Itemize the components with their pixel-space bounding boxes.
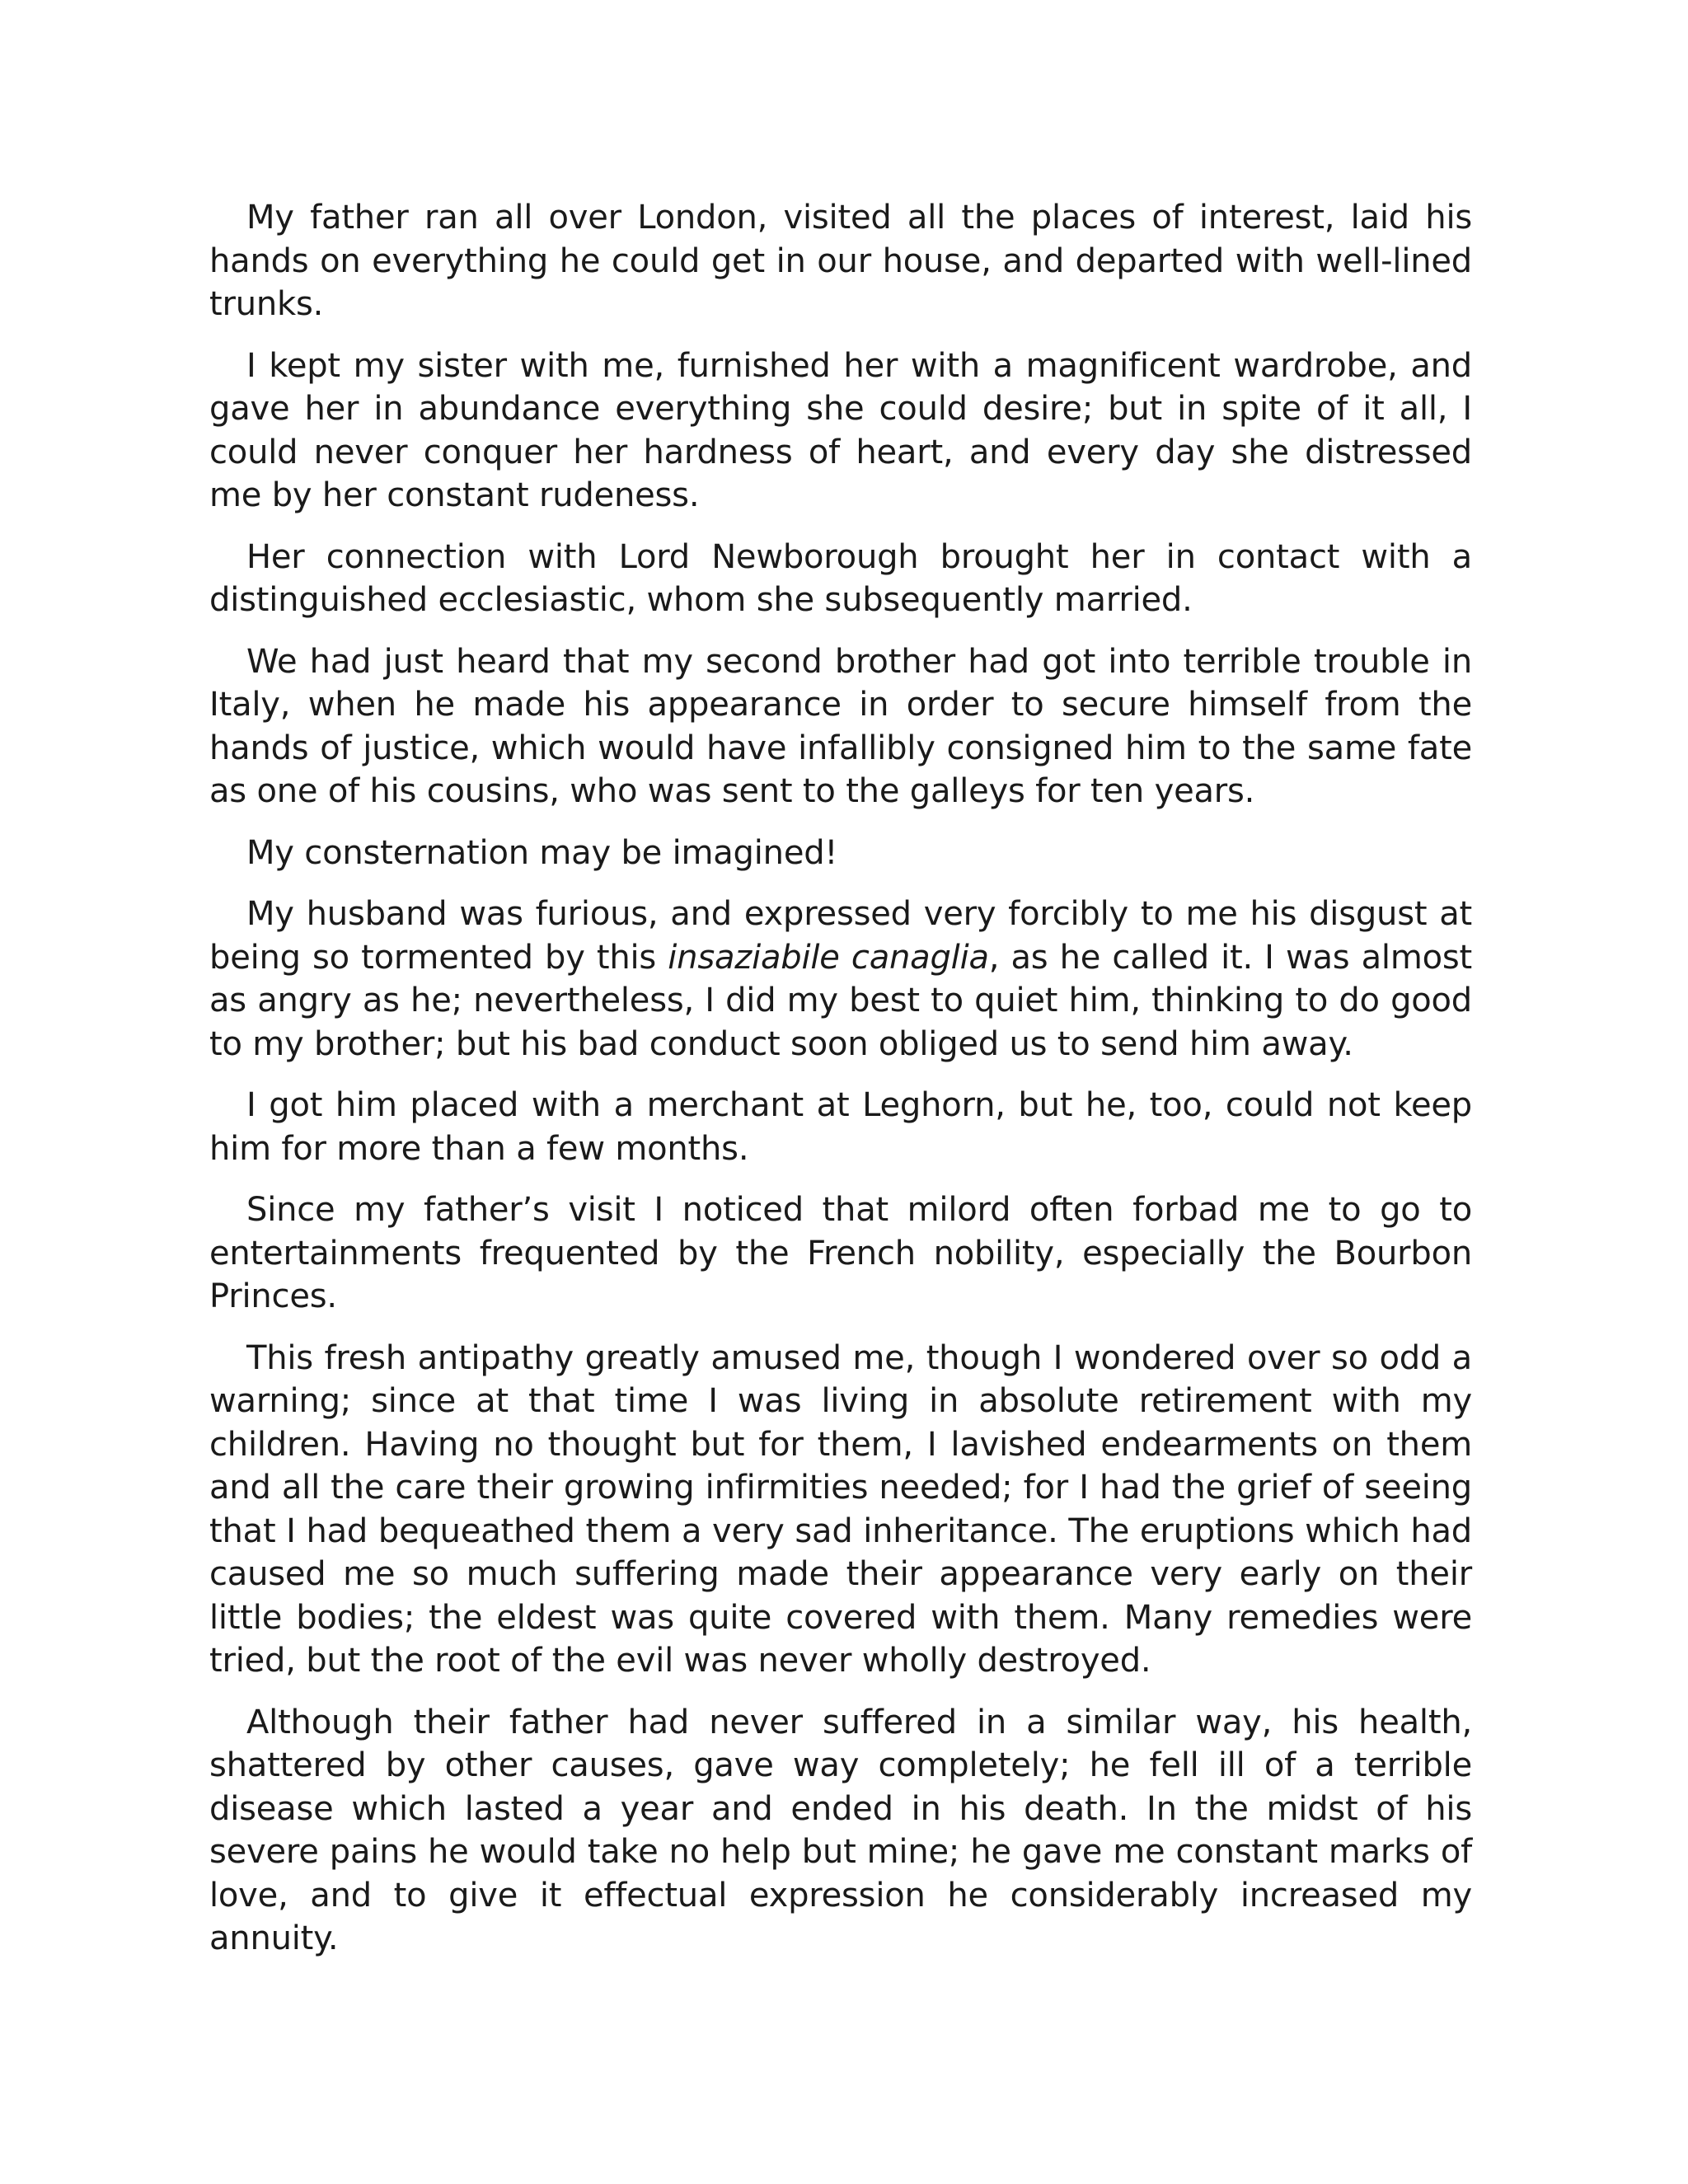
paragraph	[209, 893, 1472, 1066]
paragraph: Since my father’s visit I noticed that milord often forbad me to go to entertainments frequented by the French nobility, especially the Bourbon Princes.	[209, 1191, 1472, 1315]
paragraph: I kept my sister with me, furnished her with a magnificent wardrobe, and gave her in abundance everything she could desire; but in spite of it all, I could never conquer her hardness of heart, and every day she distressed me by her constant rudeness.	[209, 346, 1472, 514]
paragraph: My consternation may be imagined!	[246, 833, 838, 872]
paragraph: I got him placed with a merchant at Leghorn, but he, too, could not keep him for more than a few months.	[209, 1086, 1472, 1168]
paragraph-text: My husband was furious, and expressed very forcibly to me his disgust at being so tormented by this	[209, 895, 1472, 977]
paragraph: Although their father had never suffered in a similar way, his health, shattered by other causes, gave way completely; he fell ill of a terrible disease which lasted a year and ended in his death. In the midst of his severe pains he would take no help but mine; he gave me constant marks of love, and to give it effectual expression he considerably increased my annuity.	[209, 1703, 1472, 1957]
body-text	[209, 196, 1472, 1979]
paragraph: We had just heard that my second brother had got into terrible trouble in Italy, when he made his appearance in order to secure himself from the hands of justice, which would have infallibly consigned him to the same fate as one of his cousins, who was sent to the galleys for ten years.	[209, 642, 1472, 810]
paragraph: Her connection with Lord Newborough brought her in contact with a distinguished ecclesiastic, whom she subsequently married.	[209, 537, 1472, 619]
paragraph-text: , as he called it. I was almost as angry as he; nevertheless, I did my best to quiet him, thinking to do good to my brother; but his bad conduct soon obliged us to send him away.	[209, 938, 1472, 1063]
italic-phrase: insaziabile canaglia	[668, 938, 989, 977]
paragraph: My father ran all over London, visited all the places of interest, laid his hands on everything he could get in our house, and departed with well-lined trunks.	[209, 199, 1472, 323]
paragraph: This fresh antipathy greatly amused me, though I wondered over so odd a warning; since at that time I was living in absolute retirement with my children. Having no thought but for them, I lavished endearments on them and all the care their growing infirmities needed; for I had the grief of seeing that I had bequeathed them a very sad inheritance. The eruptions which had caused me so much suffering made their appearance very early on their little bodies; the eldest was quite covered with them. Many remedies were tried, but the root of the evil was never wholly destroyed.	[209, 1338, 1472, 1680]
